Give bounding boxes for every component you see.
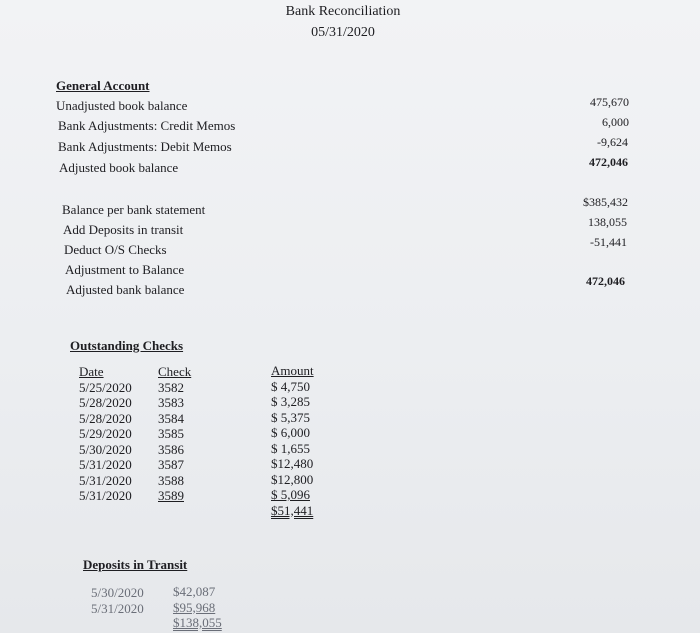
adjusted-book-label: Adjusted book balance <box>59 160 179 175</box>
deposits-date-column <box>91 585 144 616</box>
check-date: 5/25/2020 <box>79 379 132 395</box>
checks-total: $51,441 <box>271 502 314 518</box>
check-amount: $12,800 <box>271 471 314 487</box>
check-amount: $ 3,285 <box>271 394 310 409</box>
check-date: 5/30/2020 <box>79 441 132 457</box>
bank-statement-label: Balance per bank statement <box>62 202 206 217</box>
adjustment-label: Adjustment to Balance <box>65 262 185 277</box>
deposits-transit-label: Add Deposits in transit <box>63 222 184 237</box>
deposit-amount: $42,087 <box>173 584 216 599</box>
check-date: 5/31/2020 <box>79 472 132 488</box>
check-date: 5/31/2020 <box>79 457 132 472</box>
check-number: 3585 <box>158 426 184 441</box>
check-date: 5/31/2020 <box>79 488 132 503</box>
adjusted-bank-label: Adjusted bank balance <box>66 282 185 297</box>
report-title: Bank Reconciliation <box>285 4 401 19</box>
adjusted-bank-value: 472,046 <box>586 274 625 288</box>
check-number: 3582 <box>158 379 184 395</box>
deposits-amount-column <box>173 584 222 631</box>
book-balance-value: 475,670 <box>590 95 629 109</box>
bank-statement-value: $385,432 <box>583 195 628 209</box>
checks-amount-column <box>271 363 314 518</box>
checks-number-column <box>158 364 191 504</box>
check-amount: $12,480 <box>271 456 314 471</box>
check-date: 5/29/2020 <box>79 426 132 441</box>
check-date: 5/28/2020 <box>79 410 132 426</box>
check-date: 5/28/2020 <box>79 395 132 410</box>
check-number: 3583 <box>158 395 184 410</box>
os-checks-label: Deduct O/S Checks <box>64 242 167 257</box>
os-checks-value: -51,441 <box>590 235 627 249</box>
credit-memos-label: Bank Adjustments: Credit Memos <box>58 118 236 133</box>
report-date: 05/31/2020 <box>311 25 375 40</box>
check-number: 3584 <box>158 410 184 426</box>
check-number: 3586 <box>158 441 184 457</box>
amount-header: Amount <box>271 363 314 378</box>
book-balance-label: Unadjusted book balance <box>56 98 188 113</box>
debit-memos-label: Bank Adjustments: Debit Memos <box>58 139 232 154</box>
deposits-total: $138,055 <box>173 615 222 630</box>
deposits-transit-heading: Deposits in Transit <box>83 557 188 572</box>
check-number: 3588 <box>158 472 184 488</box>
date-header: Date <box>79 364 104 379</box>
debit-memos-value: -9,624 <box>597 135 628 149</box>
credit-memos-value: 6,000 <box>602 115 629 129</box>
deposit-date: 5/30/2020 <box>91 585 144 600</box>
check-number: 3587 <box>158 457 184 472</box>
check-amount: $ 1,655 <box>271 440 310 456</box>
check-number: 3589 <box>158 488 184 503</box>
check-amount: $ 5,375 <box>271 409 310 425</box>
outstanding-checks-heading: Outstanding Checks <box>70 338 184 353</box>
deposit-date: 5/31/2020 <box>91 600 144 616</box>
check-amount: $ 5,096 <box>271 487 310 502</box>
deposits-transit-value: 138,055 <box>588 215 627 229</box>
general-account-heading: General Account <box>56 78 150 93</box>
checks-date-column <box>79 364 132 504</box>
check-amount: $ 4,750 <box>271 378 310 394</box>
check-amount: $ 6,000 <box>271 425 310 440</box>
check-header: Check <box>158 364 192 379</box>
adjusted-book-value: 472,046 <box>589 155 628 169</box>
deposit-amount: $95,968 <box>173 599 216 615</box>
